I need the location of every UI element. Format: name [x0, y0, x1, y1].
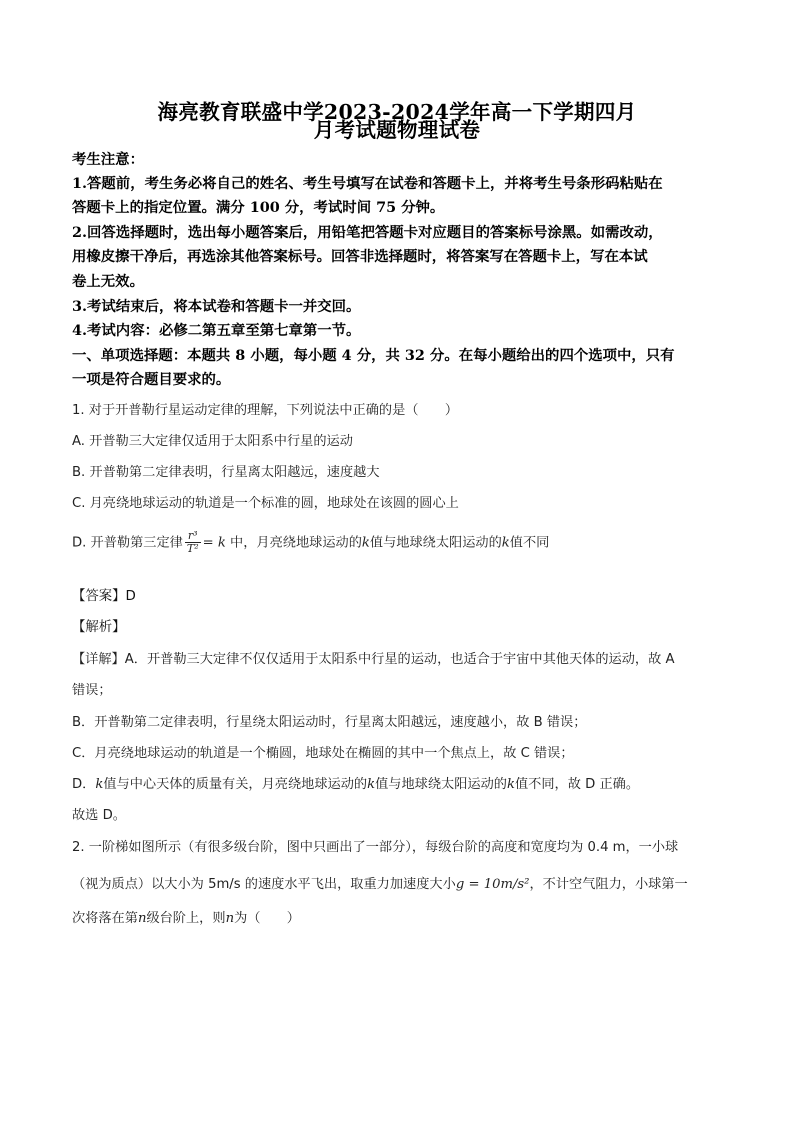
q2-line1: 2. 一阶梯如图所示（有很多级台阶，图中只画出了一部分），每级台阶的高度和宽度均为 0.4 m，一小球: [72, 840, 679, 855]
k-symbol: k: [361, 535, 370, 551]
detail-d-text-b: 值与地球绕太阳运动的: [375, 777, 507, 792]
n-symbol: n: [137, 911, 147, 926]
exam-title-line1: 海亮教育联盛中学2023-2024学年高一下学期四月: [157, 100, 637, 124]
q2-line2: [72, 873, 688, 892]
notice-item2-line2: 用橡皮擦干净后，再选涂其他答案标号。回答非选择题时，将答案写在答题卡上，写在本试: [72, 248, 648, 265]
notice-item2-line3: 卷上无效。: [72, 273, 144, 290]
detail-d-text-a: 值与中心天体的质量有关，月亮绕地球运动的: [103, 777, 368, 792]
k-symbol: k: [95, 777, 104, 792]
detail-b: B．开普勒第二定律表明，行星绕太阳运动时，行星离太阳越远，速度越小，故 B 错误；: [72, 715, 587, 730]
q1-option-c: C. 月亮绕地球运动的轨道是一个标准的圆，地球处在该圆的圆心上: [72, 496, 459, 511]
q1-option-d-post: 值不同: [509, 535, 550, 551]
k-symbol: k: [501, 535, 510, 551]
q2-line3-post: 为（ ）: [234, 911, 300, 926]
fraction-numerator: r³: [185, 530, 201, 543]
detail-line1: 【详解】A．开普勒三大定律不仅仅适用于太阳系中行星的运动，也适合于宇宙中其他天体的运动，故 A: [72, 652, 675, 667]
notice-item1-line2: 答题卡上的指定位置。满分 100 分，考试时间 75 分钟。: [72, 199, 445, 216]
equals-k: = k: [202, 535, 226, 551]
k-symbol: k: [367, 777, 376, 792]
fraction-denominator: T²: [186, 542, 199, 555]
detail-d-text-c: 值不同，故 D 正确。: [514, 777, 640, 792]
q1-stem: 1. 对于开普勒行星运动定律的理解，下列说法中正确的是（ ）: [72, 403, 459, 418]
notice-item1-line1: 1.答题前，考生务必将自己的姓名、考生号填写在试卷和答题卡上，并将考生号条形码粘贴在: [72, 175, 663, 192]
gravity-expression: g = 10m/s²: [455, 877, 530, 892]
q1-option-b: B. 开普勒第二定律表明，行星离太阳越远，速度越大: [72, 465, 380, 480]
exam-title-line2: 月考试题物理试卷: [313, 118, 481, 142]
n-symbol: n: [225, 911, 235, 926]
notice-heading: 考生注意：: [72, 151, 144, 168]
kepler-third-law-fraction: [185, 530, 201, 555]
conclusion: 故选 D。: [72, 808, 126, 823]
notice-item3: 3.考试结束后，将本试卷和答题卡一并交回。: [72, 298, 361, 315]
notice-item2-line1: 2.回答选择题时，选出每小题答案后，用铅笔把答题卡对应题目的答案标号涂黑。如需改动，: [72, 224, 663, 241]
q1-option-a: A. 开普勒三大定律仅适用于太阳系中行星的运动: [72, 434, 353, 449]
q1-option-d: [72, 530, 549, 555]
notice-item4: 4.考试内容：必修二第五章至第七章第一节。: [72, 322, 361, 339]
detail-c: C．月亮绕地球运动的轨道是一个椭圆，地球处在椭圆的其中一个焦点上，故 C 错误；: [72, 746, 574, 761]
q1-option-d-mid: 中，月亮绕地球运动的: [225, 535, 362, 551]
detail-line2: 错误；: [72, 683, 112, 698]
q2-line3: [72, 907, 300, 926]
q1-option-d-mid2: 值与地球绕太阳运动的: [369, 535, 502, 551]
k-symbol: k: [506, 777, 515, 792]
q2-line2-pre: （视为质点）以大小为 5m/s 的速度水平飞出，取重力加速度大小: [72, 877, 456, 892]
section1-instruction-line2: 一项是符合题目要求的。: [72, 371, 231, 388]
section1-instruction-line1: 一、单项选择题：本题共 8 小题，每小题 4 分，共 32 分。在每小题给出的四个选项中，只有: [72, 347, 675, 364]
analysis-label: 【解析】: [72, 620, 126, 635]
answer-label: 【答案】D: [72, 589, 136, 604]
q2-line3-pre: 次将落在第: [72, 911, 138, 926]
q2-line2-post: ，不计空气阻力，小球第一: [529, 877, 688, 892]
detail-d-prefix: D．: [72, 777, 96, 792]
q2-line3-mid: 级台阶上，则: [146, 911, 226, 926]
q1-option-d-prefix: D. 开普勒第三定律: [72, 535, 183, 551]
detail-d: [72, 773, 639, 792]
